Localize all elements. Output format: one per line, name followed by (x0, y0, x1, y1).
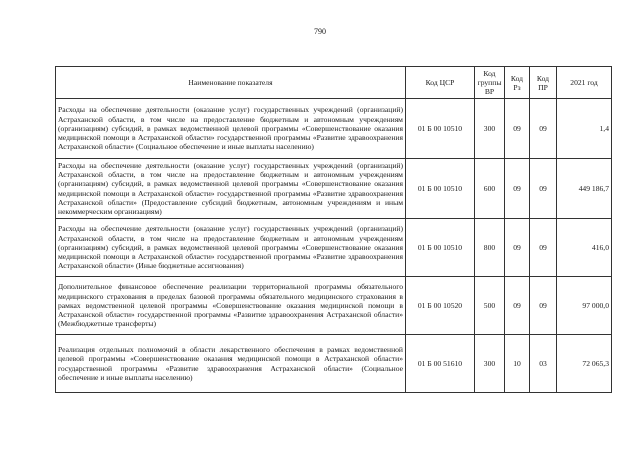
row-pr-code: 09 (530, 219, 557, 277)
row-pr-code: 03 (530, 335, 557, 393)
header-vr-code: Код группы ВР (475, 67, 505, 99)
row-vr-code: 300 (475, 99, 505, 159)
row-rz-code: 10 (505, 335, 530, 393)
row-csr-code: 01 Б 00 10520 (406, 277, 475, 335)
row-vr-code: 500 (475, 277, 505, 335)
table-row (56, 99, 612, 159)
row-amount: 97 000,0 (557, 277, 612, 335)
row-rz-code: 09 (505, 219, 530, 277)
row-name: Реализация отдельных полномочий в области лекарственного обеспечения в рамках ведомственной целевой программы «Совершенствование оказания медицинской помощи в Астраханской области» государственной программы «Развитие здравоохранения Астраханской области» (Социальное обеспечение и иные выплаты населению) (56, 335, 406, 393)
header-name: Наименование показателя (56, 67, 406, 99)
row-vr-code: 600 (475, 159, 505, 219)
table-row (56, 159, 612, 219)
table-header-row (56, 67, 612, 99)
table-row (56, 219, 612, 277)
row-amount: 1,4 (557, 99, 612, 159)
page-number: 790 (314, 27, 326, 36)
row-amount: 72 065,3 (557, 335, 612, 393)
row-csr-code: 01 Б 00 10510 (406, 219, 475, 277)
row-pr-code: 09 (530, 277, 557, 335)
row-vr-code: 800 (475, 219, 505, 277)
header-pr-code: Код ПР (530, 67, 557, 99)
row-pr-code: 09 (530, 99, 557, 159)
row-name: Расходы на обеспечение деятельности (оказание услуг) государственных учреждений (организаций) Астраханской области, в том числе на предоставление бюджетным и автономным учреждениям (организациям) субсидий, в рамках ведомственной целевой программы «Совершенствование оказания медицинской помощи в Астраханской области» государственной программы «Развитие здравоохранения Астраханской области» (Социальное обеспечение и иные выплаты населению) (56, 99, 406, 159)
header-year: 2021 год (557, 67, 612, 99)
row-rz-code: 09 (505, 99, 530, 159)
row-name: Расходы на обеспечение деятельности (оказание услуг) государственных учреждений (организаций) Астраханской области, в том числе на предоставление бюджетным и автономным учреждениям (организациям) субсидий, в рамках ведомственной целевой программы «Совершенствование оказания медицинской помощи в Астраханской области» государственной программы «Развитие здравоохранения Астраханской области» (Иные бюджетные ассигнования) (56, 219, 406, 277)
row-name: Расходы на обеспечение деятельности (оказание услуг) государственных учреждений (организаций) Астраханской области, в том числе на предоставление бюджетным и автономным учреждениям (организациям) субсидий, в рамках ведомственной целевой программы «Совершенствование оказания медицинской помощи в Астраханской области» государственной программы «Развитие здравоохранения Астраханской области» (Предоставление субсидий бюджетным, автономным учреждениям и иным некоммерческим организациям) (56, 159, 406, 219)
row-csr-code: 01 Б 00 51610 (406, 335, 475, 393)
table-row (56, 335, 612, 393)
row-vr-code: 300 (475, 335, 505, 393)
row-csr-code: 01 Б 00 10510 (406, 99, 475, 159)
row-amount: 416,0 (557, 219, 612, 277)
row-name: Дополнительное финансовое обеспечение реализации территориальной программы обязательного медицинского страхования в пределах базовой программы обязательного медицинского страхования в рамках ведомственной целевой программы «Совершенствование оказания медицинской помощи в Астраханской области» государственной программы «Развитие здравоохранения Астраханской области» (Межбюджетные трансферты) (56, 277, 406, 335)
table-row (56, 277, 612, 335)
row-csr-code: 01 Б 00 10510 (406, 159, 475, 219)
row-rz-code: 09 (505, 159, 530, 219)
header-rz-code: Код Рз (505, 67, 530, 99)
row-rz-code: 09 (505, 277, 530, 335)
header-csr-code: Код ЦСР (406, 67, 475, 99)
row-amount: 449 186,7 (557, 159, 612, 219)
row-pr-code: 09 (530, 159, 557, 219)
budget-table (55, 66, 612, 393)
